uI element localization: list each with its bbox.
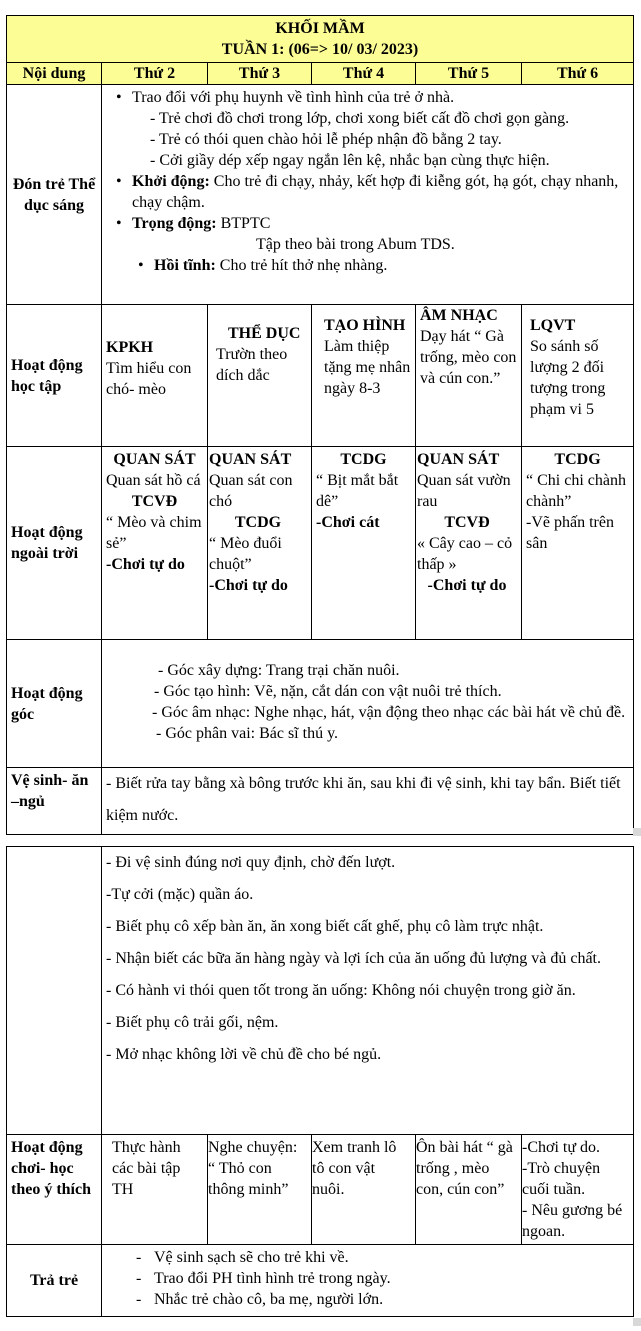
list-item: - Góc xây dựng: Trang trại chăn nuôi. (158, 662, 400, 679)
list-item: - Đi vệ sinh đúng nơi quy định, chờ đến lượt. (106, 854, 396, 871)
list-item: - Góc tạo hình: Vẽ, nặn, cắt dán con vật nuôi trẻ thích. (154, 683, 502, 700)
label-tra-tre: Trả trẻ (7, 1245, 102, 1317)
cell-choi-thu-3: Nghe chuyện: “ Thỏ con thông minh” (208, 1135, 312, 1245)
list-item: - Góc phân vai: Bác sĩ thú y. (156, 725, 339, 742)
list-item-khoi-dong: • Khởi động: Cho trẻ đi chạy, nhảy, kết hợp đi kiễng gót, hạ gót, chạy nhanh, chạy chậm. (106, 171, 629, 213)
schedule-table-page-2 (6, 846, 634, 1317)
cell-hdh-thu-6: LQVT So sánh số lượng 2 đối tượng trong phạm vi 5 (522, 305, 634, 447)
list-item: - Vệ sinh sạch sẽ cho trẻ khi về. (130, 1247, 629, 1268)
row-hoat-dong-choi (7, 1135, 634, 1245)
label-don-tre: Đón trẻ Thể dục sáng (7, 85, 102, 305)
label-hoat-dong-choi: Hoạt động chơi- học theo ý thích (7, 1135, 102, 1245)
list-item: - Trao đổi PH tình hình trẻ trong ngày. (130, 1268, 629, 1289)
row-ve-sinh-cont (7, 847, 634, 1135)
row-ve-sinh (7, 768, 634, 835)
row-don-tre (7, 85, 634, 305)
list-item: - Trẻ có thói quen chào hỏi lễ phép nhận đồ bằng 2 tay. (150, 131, 502, 148)
list-item: - Biết phụ cô xếp bàn ăn, ăn xong biết cất ghế, phụ cô làm trực nhật. (106, 918, 544, 935)
list-item: - Có hành vi thói quen tốt trong ăn uống: Không nói chuyện trong giờ ăn. (106, 982, 576, 999)
col-noi-dung: Nội dung (7, 63, 102, 85)
list-item: - Góc âm nhạc: Nghe nhạc, hát, vận động theo nhạc các bài hát về chủ đề. (152, 704, 626, 721)
page-break-marker (633, 828, 641, 836)
list-item-trong-dong: • Trọng động: BTPTC (106, 213, 629, 234)
cell-hdh-thu-5: ÂM NHẠC Dạy hát “ Gà trống, mèo con và cún con.” (416, 305, 522, 447)
col-thu-6: Thứ 6 (522, 63, 634, 85)
table-header (7, 16, 634, 63)
cell-hdh-thu-4: TẠO HÌNH Làm thiệp tặng mẹ nhân ngày 8-3 (312, 305, 416, 447)
label-ve-sinh: Vệ sinh- ăn –ngủ (7, 768, 102, 835)
cell-don-tre (102, 85, 634, 305)
col-thu-3: Thứ 3 (208, 63, 312, 85)
page-break-marker (633, 1318, 641, 1326)
cell-nt-thu-5: QUAN SÁT Quan sát vườn rau TCVĐ « Cây cao – cỏ thấp » -Chơi tự do (416, 447, 522, 640)
label-hoat-dong-hoc: Hoạt động học tập (7, 305, 102, 447)
cell-choi-thu-4: Xem tranh lô tô con vật nuôi. (312, 1135, 416, 1245)
cell-ve-sinh-label-cont (7, 847, 102, 1135)
schedule-table-page-1 (6, 15, 634, 835)
row-hoat-dong-goc (7, 640, 634, 768)
list-item: • Trao đổi với phụ huynh về tình hình của trẻ ở nhà. (106, 87, 629, 108)
row-hoat-dong-hoc (7, 305, 634, 447)
col-thu-5: Thứ 5 (416, 63, 522, 85)
column-header-row (7, 63, 634, 85)
cell-tra-tre (102, 1245, 634, 1317)
list-item: Tập theo bài trong Abum TDS. (256, 236, 455, 253)
cell-ve-sinh-cont (102, 847, 634, 1135)
col-thu-2: Thứ 2 (102, 63, 208, 85)
cell-hdh-thu-2: KPKH Tìm hiểu con chó- mèo (102, 305, 208, 447)
cell-choi-thu-6: -Chơi tự do. -Trò chuyện cuối tuần. - Nêu gương bé ngoan. (522, 1135, 634, 1245)
list-item: - Trẻ chơi đồ chơi trong lớp, chơi xong biết cất đồ chơi gọn gàng. (150, 110, 570, 127)
header-title: KHỐI MẦM (275, 20, 365, 37)
list-item: - Biết phụ cô trải gối, nệm. (106, 1014, 279, 1031)
header-week: TUẦN 1: (06=> 10/ 03/ 2023) (221, 41, 419, 58)
list-item: - Nhắc trẻ chào cô, ba mẹ, người lớn. (130, 1289, 629, 1310)
row-tra-tre (7, 1245, 634, 1317)
cell-nt-thu-4: TCDG “ Bịt mắt bắt dê” -Chơi cát (312, 447, 416, 640)
label-ngoai-troi: Hoạt động ngoài trời (7, 447, 102, 640)
list-item: - Cởi giầy dép xếp ngay ngắn lên kệ, nhắc bạn cùng thực hiện. (150, 152, 550, 169)
row-ngoai-troi (7, 447, 634, 640)
cell-ve-sinh: - Biết rửa tay bằng xà bông trước khi ăn, sau khi đi vệ sinh, khi tay bẩn. Biết tiết kiệm nước. (102, 768, 634, 835)
label-hoat-dong-goc: Hoạt động góc (7, 640, 102, 768)
cell-nt-thu-6: TCDG “ Chi chi chành chành” -Vẽ phấn trên sân (522, 447, 634, 640)
cell-hdh-thu-3: THỂ DỤC Trườn theo dích dắc (208, 305, 312, 447)
cell-choi-thu-5: Ôn bài hát “ gà trống , mèo con, cún con” (416, 1135, 522, 1245)
list-item: - Nhận biết các bữa ăn hàng ngày và lợi ích của ăn uống đủ lượng và đủ chất. (106, 950, 601, 967)
list-item: -Tự cởi (mặc) quần áo. (106, 886, 254, 903)
cell-hoat-dong-goc (102, 640, 634, 768)
cell-nt-thu-3: QUAN SÁT Quan sát con chó TCDG “ Mèo đuổi chuột” -Chơi tự do (208, 447, 312, 640)
list-item-hoi-tinh: • Hồi tĩnh: Cho trẻ hít thở nhẹ nhàng. (128, 255, 629, 276)
list-item: - Mở nhạc không lời về chủ đề cho bé ngủ. (106, 1046, 382, 1063)
cell-choi-thu-2: Thực hành các bài tập TH (102, 1135, 208, 1245)
cell-nt-thu-2: QUAN SÁT Quan sát hồ cá TCVĐ “ Mèo và chim sẻ” -Chơi tự do (102, 447, 208, 640)
col-thu-4: Thứ 4 (312, 63, 416, 85)
